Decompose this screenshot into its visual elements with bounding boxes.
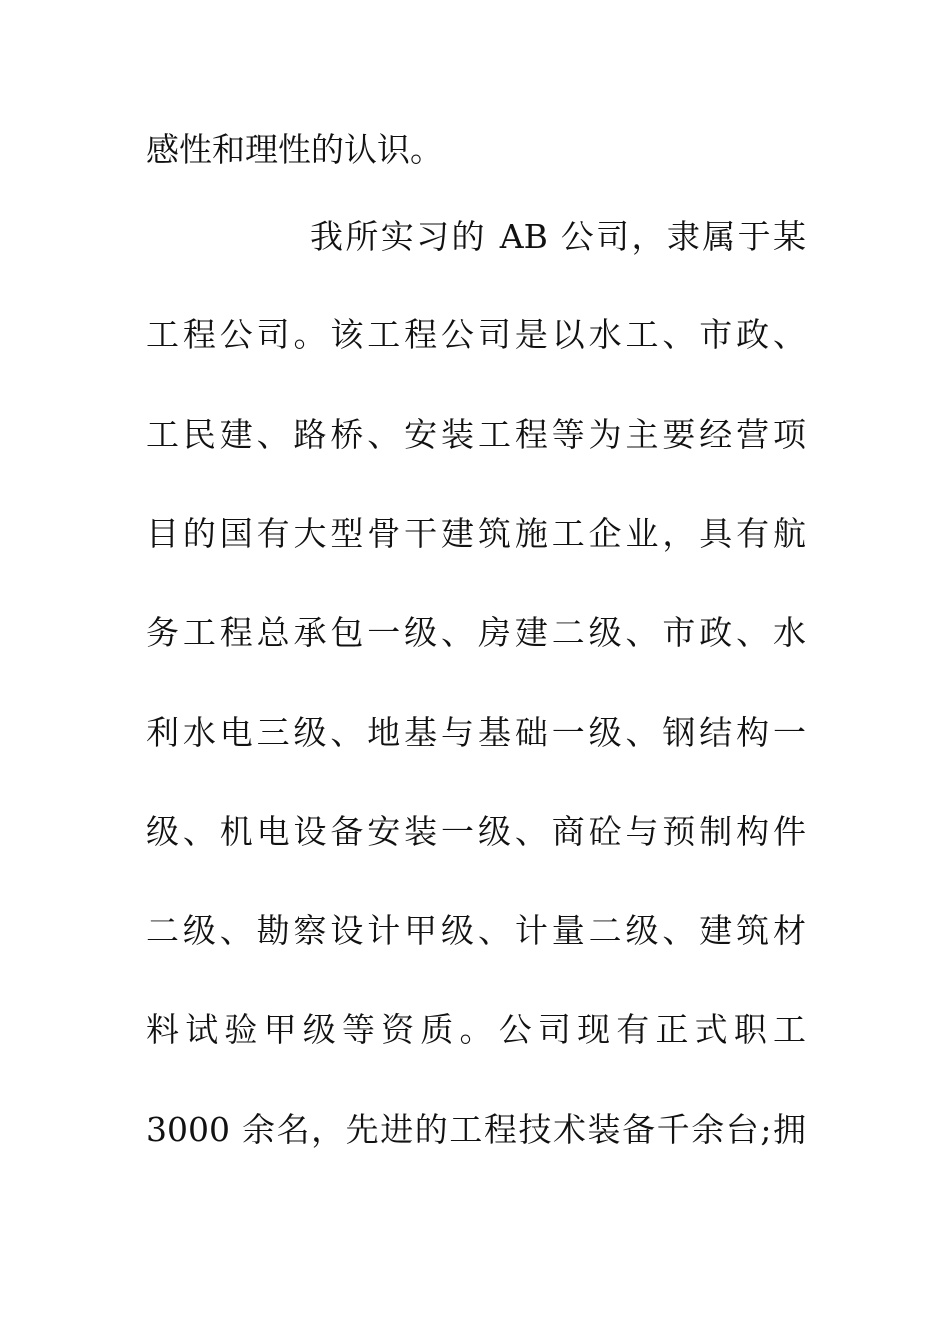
- text-line-8: 级、机电设备安装一级、商砼与预制构件: [146, 812, 806, 851]
- text-line-9: 二级、勘察设计甲级、计量二级、建筑材: [146, 911, 806, 950]
- text-line-10: 料试验甲级等资质。公司现有正式职工: [146, 1010, 806, 1049]
- text-line-2: 我所实习的 AB 公司，隶属于某: [310, 217, 806, 256]
- text-line-1: 感性和理性的认识。: [146, 130, 443, 169]
- text-line-4: 工民建、路桥、安装工程等为主要经营项: [146, 415, 806, 454]
- text-line-6: 务工程总承包一级、房建二级、市政、水: [146, 613, 806, 652]
- text-line-3: 工程公司。该工程公司是以水工、市政、: [146, 315, 806, 354]
- text-line-7: 利水电三级、地基与基础一级、钢结构一: [146, 713, 806, 752]
- text-line-11: 3000 余名，先进的工程技术装备千余台;拥: [146, 1110, 806, 1149]
- text-line-5: 目的国有大型骨干建筑施工企业，具有航: [146, 514, 806, 553]
